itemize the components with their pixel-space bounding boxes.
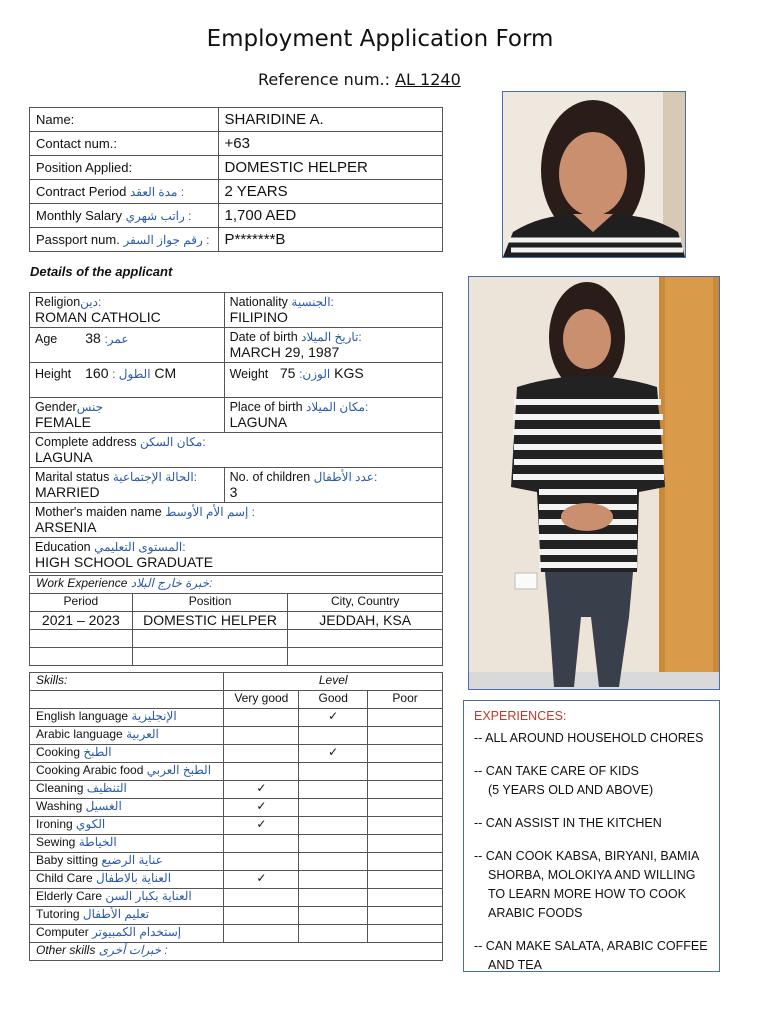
skill-level-cell: [224, 871, 299, 889]
details-heading: Details of the applicant: [30, 264, 173, 279]
skill-row: [30, 817, 443, 835]
work-cell: JEDDAH, KSA: [288, 612, 443, 630]
religion-value: ROMAN CATHOLIC: [35, 309, 161, 325]
skill-name: Cooking Arabic food الطبخ العربي: [30, 763, 224, 781]
personal-row: [30, 108, 443, 132]
skill-level-cell: [224, 889, 299, 907]
check-icon: ✓: [256, 799, 267, 813]
experiences-heading: EXPERIENCES:: [474, 709, 567, 723]
skill-row: [30, 871, 443, 889]
personal-label: Monthly Salary راتب شهري :: [30, 204, 219, 228]
dob-cell: Date of birth تاريخ الميلاد: MARCH 29, 1987: [224, 328, 442, 363]
skills-level-heading: Level: [224, 673, 443, 691]
skills-heading: Skills:: [30, 673, 224, 691]
check-icon: ✓: [328, 709, 339, 723]
skills-table: [29, 672, 443, 961]
skill-level-cell: [299, 835, 368, 853]
experience-item: [474, 847, 709, 923]
skill-level-cell: [368, 835, 443, 853]
work-row: [30, 648, 443, 666]
skill-level-cell: [299, 925, 368, 943]
skill-name: English language الإنجليزية: [30, 709, 224, 727]
personal-value: SHARIDINE A.: [218, 108, 443, 132]
experience-line: AND TEA: [488, 958, 542, 972]
personal-value: P*******B: [218, 228, 443, 252]
skill-level-cell: [299, 799, 368, 817]
nationality-cell: Nationality الجنسية: FILIPINO: [224, 293, 442, 328]
personal-label: Name:: [30, 108, 219, 132]
skill-level-cell: [299, 889, 368, 907]
skill-row: [30, 925, 443, 943]
personal-row: [30, 132, 443, 156]
weight-cell: Weight الوزن: 75 KGS: [224, 363, 442, 398]
personal-value: 1,700 AED: [218, 204, 443, 228]
skill-row: [30, 835, 443, 853]
work-cell: [288, 648, 443, 666]
experience-line: -- ALL AROUND HOUSEHOLD CHORES: [474, 731, 704, 745]
skill-level-cell: [299, 727, 368, 745]
skill-name: Cooking الطبخ: [30, 745, 224, 763]
skill-name: Ironing الكوي: [30, 817, 224, 835]
children-cell: No. of children عدد الأطفال: 3: [224, 468, 442, 503]
work-header-period: Period: [30, 594, 133, 612]
skill-level-cell: [224, 799, 299, 817]
weight-value: 75 KGS: [279, 365, 364, 381]
children-value: 3: [229, 484, 238, 500]
work-experience-table: [29, 575, 443, 666]
skill-level-cell: [299, 817, 368, 835]
experience-line: -- CAN TAKE CARE OF KIDS: [474, 764, 639, 778]
work-cell: [132, 648, 288, 666]
skill-level-cell: [224, 817, 299, 835]
skill-level-cell: [224, 709, 299, 727]
skill-level-cell: [368, 763, 443, 781]
experience-line: (5 YEARS OLD AND ABOVE): [488, 783, 654, 797]
skill-name: Baby sitting عناية الرضيع: [30, 853, 224, 871]
marital-value: MARRIED: [35, 484, 100, 500]
experience-line: TO LEARN MORE HOW TO COOK: [488, 887, 686, 901]
work-header-location: City, Country: [288, 594, 443, 612]
religion-cell: Religionدين: ROMAN CATHOLIC: [30, 293, 225, 328]
pob-value: LAGUNA: [229, 414, 288, 430]
education-value: HIGH SCHOOL GRADUATE: [35, 554, 214, 570]
dob-value: MARCH 29, 1987: [229, 344, 340, 360]
mother-cell: Mother's maiden name إسم الأم الأوسط : ARSENIA: [30, 503, 443, 538]
age-cell: Age عمر: 38: [30, 328, 225, 363]
skill-level-cell: [299, 871, 368, 889]
skill-row: [30, 709, 443, 727]
height-value: 160 CM: [85, 365, 177, 381]
skill-level-cell: [368, 781, 443, 799]
personal-row: [30, 204, 443, 228]
pob-cell: Place of birth مكان الميلاد: LAGUNA: [224, 398, 442, 433]
experience-item: [474, 814, 709, 833]
skill-level-cell: [299, 763, 368, 781]
skill-name: Computer إستخدام الكمبيوتر: [30, 925, 224, 943]
reference-label: Reference num.:: [258, 70, 390, 89]
skill-level-cell: [368, 709, 443, 727]
full-body-photo: [468, 276, 720, 690]
skill-row: [30, 727, 443, 745]
nationality-value: FILIPINO: [229, 309, 288, 325]
skill-level-cell: [368, 817, 443, 835]
skill-name: Tutoring تعليم الأطفال: [30, 907, 224, 925]
skill-level-cell: [368, 727, 443, 745]
skill-name: Child Care العناية بالاطفال: [30, 871, 224, 889]
mother-value: ARSENIA: [35, 519, 97, 535]
form-title: Employment Application Form: [206, 26, 554, 52]
skill-level-cell: [224, 853, 299, 871]
address-value: LAGUNA: [35, 449, 93, 465]
skill-level-cell: [224, 835, 299, 853]
work-cell: [288, 630, 443, 648]
level-poor: Poor: [368, 691, 443, 709]
skill-level-cell: [299, 907, 368, 925]
skill-level-cell: [224, 745, 299, 763]
gender-cell: Genderجنس FEMALE: [30, 398, 225, 433]
skill-row: [30, 781, 443, 799]
skill-level-cell: [224, 727, 299, 745]
personal-value: +63: [218, 132, 443, 156]
personal-label: Contact num.:: [30, 132, 219, 156]
level-good: Good: [299, 691, 368, 709]
personal-row: [30, 156, 443, 180]
marital-cell: Marital status الحالة الإجتماعية: MARRIED: [30, 468, 225, 503]
skill-level-cell: [224, 907, 299, 925]
reference-value: AL 1240: [395, 70, 461, 89]
experience-item: [474, 937, 709, 975]
other-skills: Other skills خبرات أخرى :: [30, 943, 443, 961]
experience-line: SHORBA, MOLOKIYA AND WILLING: [488, 868, 696, 882]
skill-level-cell: [224, 925, 299, 943]
skill-level-cell: [224, 781, 299, 799]
work-cell: [30, 648, 133, 666]
address-cell: Complete address مكان السكن: LAGUNA: [30, 433, 443, 468]
skill-name: Sewing الخياطة: [30, 835, 224, 853]
skill-row: [30, 799, 443, 817]
experience-line: -- CAN ASSIST IN THE KITCHEN: [474, 816, 662, 830]
skill-level-cell: [299, 709, 368, 727]
personal-value: DOMESTIC HELPER: [218, 156, 443, 180]
skill-row: [30, 907, 443, 925]
work-cell: 2021 – 2023: [30, 612, 133, 630]
skill-level-cell: [299, 781, 368, 799]
personal-row: [30, 228, 443, 252]
experience-line: ARABIC FOODS: [488, 906, 583, 920]
experience-item: [474, 729, 709, 748]
portrait-photo: [502, 91, 686, 258]
skill-level-cell: [368, 745, 443, 763]
personal-info-table: [29, 107, 443, 252]
check-icon: ✓: [256, 817, 267, 831]
level-very-good: Very good: [224, 691, 299, 709]
skill-name: Elderly Care العناية بكبار السن: [30, 889, 224, 907]
personal-row: [30, 180, 443, 204]
personal-label: Position Applied:: [30, 156, 219, 180]
age-value: 38: [85, 330, 101, 346]
skill-level-cell: [299, 853, 368, 871]
personal-label: Contract Period مدة العقد :: [30, 180, 219, 204]
skill-row: [30, 889, 443, 907]
work-cell: [30, 630, 133, 648]
experiences-box: [463, 700, 720, 972]
skill-name: Washing الغسيل: [30, 799, 224, 817]
work-experience-heading: Work Experience خبرة خارج البلاد:: [30, 576, 443, 594]
work-cell: DOMESTIC HELPER: [132, 612, 288, 630]
experience-item: [474, 762, 709, 800]
skill-level-cell: [368, 889, 443, 907]
skill-name: Arabic language العربية: [30, 727, 224, 745]
work-row: [30, 630, 443, 648]
skill-level-cell: [299, 745, 368, 763]
skill-name: Cleaning التنظيف: [30, 781, 224, 799]
work-header-position: Position: [132, 594, 288, 612]
skill-row: [30, 853, 443, 871]
height-cell: Height الطول : 160 CM: [30, 363, 225, 398]
personal-value: 2 YEARS: [218, 180, 443, 204]
skill-level-cell: [368, 907, 443, 925]
applicant-details-table: [29, 292, 443, 573]
skill-level-cell: [368, 925, 443, 943]
check-icon: ✓: [328, 745, 339, 759]
skill-row: [30, 763, 443, 781]
skill-level-cell: [368, 799, 443, 817]
experience-line: -- CAN COOK KABSA, BIRYANI, BAMIA: [474, 849, 700, 863]
work-row: [30, 612, 443, 630]
reference-number: [258, 70, 461, 89]
skill-level-cell: [224, 763, 299, 781]
skill-level-cell: [368, 871, 443, 889]
education-cell: Education المستوى التعليمي: HIGH SCHOOL GRADUATE: [30, 538, 443, 573]
check-icon: ✓: [256, 871, 267, 885]
skill-row: [30, 745, 443, 763]
skill-level-cell: [368, 853, 443, 871]
check-icon: ✓: [256, 781, 267, 795]
work-cell: [132, 630, 288, 648]
personal-label: Passport num. رقم جواز السفر :: [30, 228, 219, 252]
experience-line: -- CAN MAKE SALATA, ARABIC COFFEE: [474, 939, 708, 953]
gender-value: FEMALE: [35, 414, 92, 430]
